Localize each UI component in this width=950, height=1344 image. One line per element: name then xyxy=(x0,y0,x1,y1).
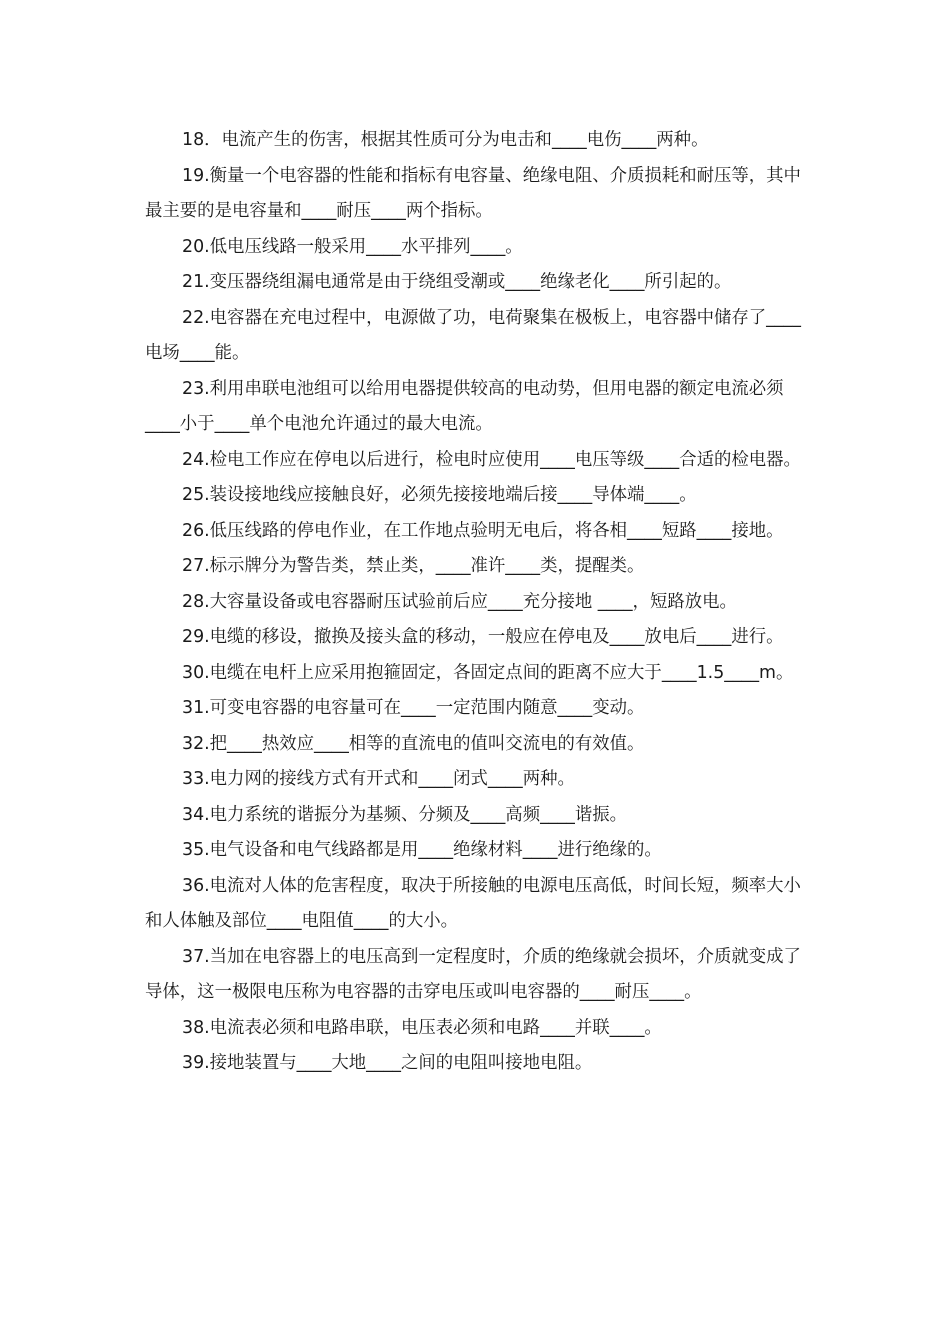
question-23: 23.利用串联电池组可以给用电器提供较高的电动势，但用电器的额定电流必须____小于____单个电池允许通过的最大电流。 xyxy=(145,378,784,434)
question-38: 38.电流表必须和电路串联，电压表必须和电路____并联____。 xyxy=(182,1017,662,1038)
question-34: 34.电力系统的谐振分为基频、分频及____高频____谐振。 xyxy=(182,804,628,825)
question-18: 18．电流产生的伤害，根据其性质可分为电击和____电伤____两种。 xyxy=(182,130,709,150)
question-26: 26.低压线路的停电作业，在工作地点验明无电后，将各相____短路____接地。 xyxy=(182,520,784,541)
question-27: 27.标示牌分为警告类，禁止类，____准许____类，提醒类。 xyxy=(182,556,645,576)
question-32: 32.把____热效应____相等的直流电的值叫交流电的有效值。 xyxy=(182,733,645,754)
question-36: 36.电流对人体的危害程度，取决于所接触的电源电压高低，时间长短，频率大小和人体触及部位____电阻值____的大小。 xyxy=(145,875,801,931)
question-21: 21.变压器绕组漏电通常是由于绕组受潮或____绝缘老化____所引起的。 xyxy=(182,272,732,292)
question-31: 31.可变电容器的电容量可在____一定范围内随意____变动。 xyxy=(182,698,645,718)
question-35: 35.电气设备和电气线路都是用____绝缘材料____进行绝缘的。 xyxy=(182,840,662,860)
question-33: 33.电力网的接线方式有开式和____闭式____两种。 xyxy=(182,769,575,789)
question-25: 25.装设接地线应接触良好，必须先接接地端后接____导体端____。 xyxy=(182,485,697,505)
question-39: 39.接地装置与____大地____之间的电阻叫接地电阻。 xyxy=(182,1053,593,1073)
question-30: 30.电缆在电杆上应采用抱箍固定，各固定点间的距离不应大于____1.5____m。 xyxy=(182,662,794,683)
question-29: 29.电缆的移设，撤换及接头盒的移动，一般应在停电及____放电后____进行。 xyxy=(182,627,784,647)
question-22: 22.电容器在充电过程中，电源做了功，电荷聚集在极板上，电容器中储存了____电场____能。 xyxy=(145,307,801,363)
question-28: 28.大容量设备或电容器耐压试验前后应____充分接地 ____，短路放电。 xyxy=(182,591,737,612)
question-list xyxy=(145,123,817,1082)
question-37: 37.当加在电容器上的电压高到一定程度时，介质的绝缘就会损坏，介质就变成了导体，这一极限电压称为电容器的击穿电压或叫电容器的____耐压____。 xyxy=(145,946,801,1002)
question-24: 24.检电工作应在停电以后进行，检电时应使用____电压等级____合适的检电器。 xyxy=(182,449,801,470)
question-19: 19.衡量一个电容器的性能和指标有电容量、绝缘电阻、介质损耗和耐压等，其中最主要的是电容量和____耐压____两个指标。 xyxy=(145,165,801,221)
question-20: 20.低电压线路一般采用____水平排列____。 xyxy=(182,236,523,257)
